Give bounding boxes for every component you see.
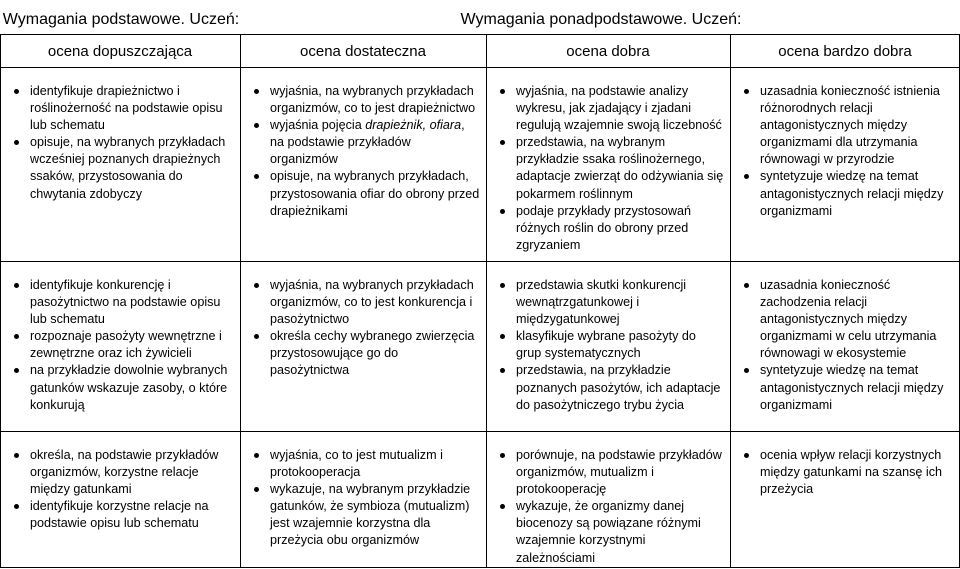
list-item: przedstawia skutki konkurencji wewnątrzgatunkowej i międzygatunkowej [500,277,724,328]
grade-heading-very-good: ocena bardzo dobra [778,43,912,60]
list-item: wyjaśnia, na podstawie analizy wykresu, jak zjadający i zjadani regulują wzajemnie swoją liczebność [500,83,724,134]
bullet-icon [14,140,19,145]
list-item: określa, na podstawie przykładów organizmów, korzystne relacje między gatunkami [14,447,234,498]
bullet-icon [254,174,259,179]
table-cell [486,68,730,261]
grade-heading-sufficient: ocena dopuszczająca [47,43,193,60]
emphasized-terms-item: wyjaśnia pojęcia drapieżnik, ofiara, na podstawie przykładów organizmów [270,118,465,167]
grades-header-row [0,41,960,63]
grade-heading-satisfactory: ocena dostateczna [300,43,426,60]
emphasized-term: drapieżnik, ofiara [365,118,462,133]
table-cell [730,68,960,261]
bullet-icon [500,453,505,458]
bullet-icon [254,453,259,458]
bullet-icon [500,334,505,339]
bullet-icon [500,504,505,509]
bullet-icon [14,334,19,339]
list-item: przedstawia, na przykładzie poznanych pasożytów, ich adaptacje do pasożytniczego trybu życia [500,362,724,413]
list-item: opisuje, na wybranych przykładach wcześniej poznanych drapieżnych ssaków, przystosowania do chwytania zdobyczy [14,134,234,202]
table-cell [240,432,486,567]
list-item: wyjaśnia, na wybranych przykładach organizmów, co to jest konkurencja i pasożytnictwo [254,277,480,328]
table-rule [0,34,960,35]
table-row [0,262,960,431]
list-item: wyjaśnia, co to jest mutualizm i protokooperacja [254,447,480,481]
bullet-icon [744,283,749,288]
list-item: określa cechy wybranego zwierzęcia przystosowujące go do pasożytnictwa [254,328,480,379]
table-cell [0,68,240,261]
list-item: syntetyzuje wiedzę na temat antagonistycznych relacji między organizmami [744,362,954,413]
bullet-icon [14,368,19,373]
list-item: rozpoznaje pasożyty wewnętrzne i zewnętrzne oraz ich żywicieli [14,328,234,362]
table-cell [240,262,486,431]
bullet-icon [744,453,749,458]
table-cell [486,262,730,431]
list-item: syntetyzuje wiedzę na temat antagonistycznych relacji między organizmami [744,168,954,219]
bullet-icon [744,368,749,373]
list-item: identyfikuje drapieżnictwo i roślinożerność na podstawie opisu lub schematu [14,83,234,134]
bullet-icon [500,89,505,94]
table-cell [0,432,240,567]
list-item: wyjaśnia, na wybranych przykładach organizmów, co to jest drapieżnictwo [254,83,480,117]
table-cell [240,68,486,261]
table-row [0,68,960,261]
bullet-icon [500,140,505,145]
bullet-icon [254,89,259,94]
basic-requirements-heading: Wymagania podstawowe. Uczeń: [2,11,240,28]
list-item: uzasadnia konieczność istnienia różnorodnych relacji antagonistycznych między organizmami dla utrzymania równowagi w przyrodzie [744,83,954,168]
bullet-icon [14,453,19,458]
bullet-icon [254,123,259,128]
list-item [254,117,480,168]
bullet-icon [14,89,19,94]
bullet-icon [744,174,749,179]
list-item: podaje przykłady przystosowań różnych roślin do obrony przed zgryzaniem [500,203,724,254]
list-item: wykazuje, na wybranym przykładzie gatunków, że symbioza (mutualizm) jest wzajemnie korzystna dla przeżycia obu organizmów [254,481,480,549]
table-row [0,432,960,567]
list-item: identyfikuje konkurencję i pasożytnictwo na podstawie opisu lub schematu [14,277,234,328]
list-item: ocenia wpływ relacji korzystnych między gatunkami na szansę ich przeżycia [744,447,954,498]
list-item: klasyfikuje wybrane pasożyty do grup systematycznych [500,328,724,362]
list-item: na przykładzie dowolnie wybranych gatunków wskazuje zasoby, o które konkurują [14,362,234,413]
bullet-icon [254,283,259,288]
table-cell [0,262,240,431]
bullet-icon [500,283,505,288]
grade-heading-good: ocena dobra [566,43,650,60]
bullet-icon [254,334,259,339]
list-item: przedstawia, na wybranym przykładzie ssaka roślinożernego, adaptacje zwierząt do odżywiania się pokarmem roślinnym [500,134,724,202]
bullet-icon [14,283,19,288]
bullet-icon [500,368,505,373]
table-cell [730,262,960,431]
table-cell [730,432,960,567]
list-item: identyfikuje korzystne relacje na podstawie opisu lub schematu [14,498,234,532]
requirements-header-row [0,9,960,31]
bullet-icon [254,487,259,492]
list-item: opisuje, na wybranych przykładach, przystosowania ofiar do obrony przed drapieżnikami [254,168,480,219]
bullet-icon [14,504,19,509]
bullet-icon [744,89,749,94]
list-item: uzasadnia konieczność zachodzenia relacji antagonistycznych między organizmami w celu utrzymania równowagi w ekosystemie [744,277,954,362]
advanced-requirements-heading: Wymagania ponadpodstawowe. Uczeń: [460,11,742,28]
bullet-icon [500,209,505,214]
list-item: porównuje, na podstawie przykładów organizmów, mutualizm i protokooperację [500,447,724,498]
table-cell [486,432,730,567]
list-item: wykazuje, że organizmy danej biocenozy są powiązane różnymi wzajemnie korzystnymi zależnościami [500,498,724,566]
table-rule [0,567,960,568]
